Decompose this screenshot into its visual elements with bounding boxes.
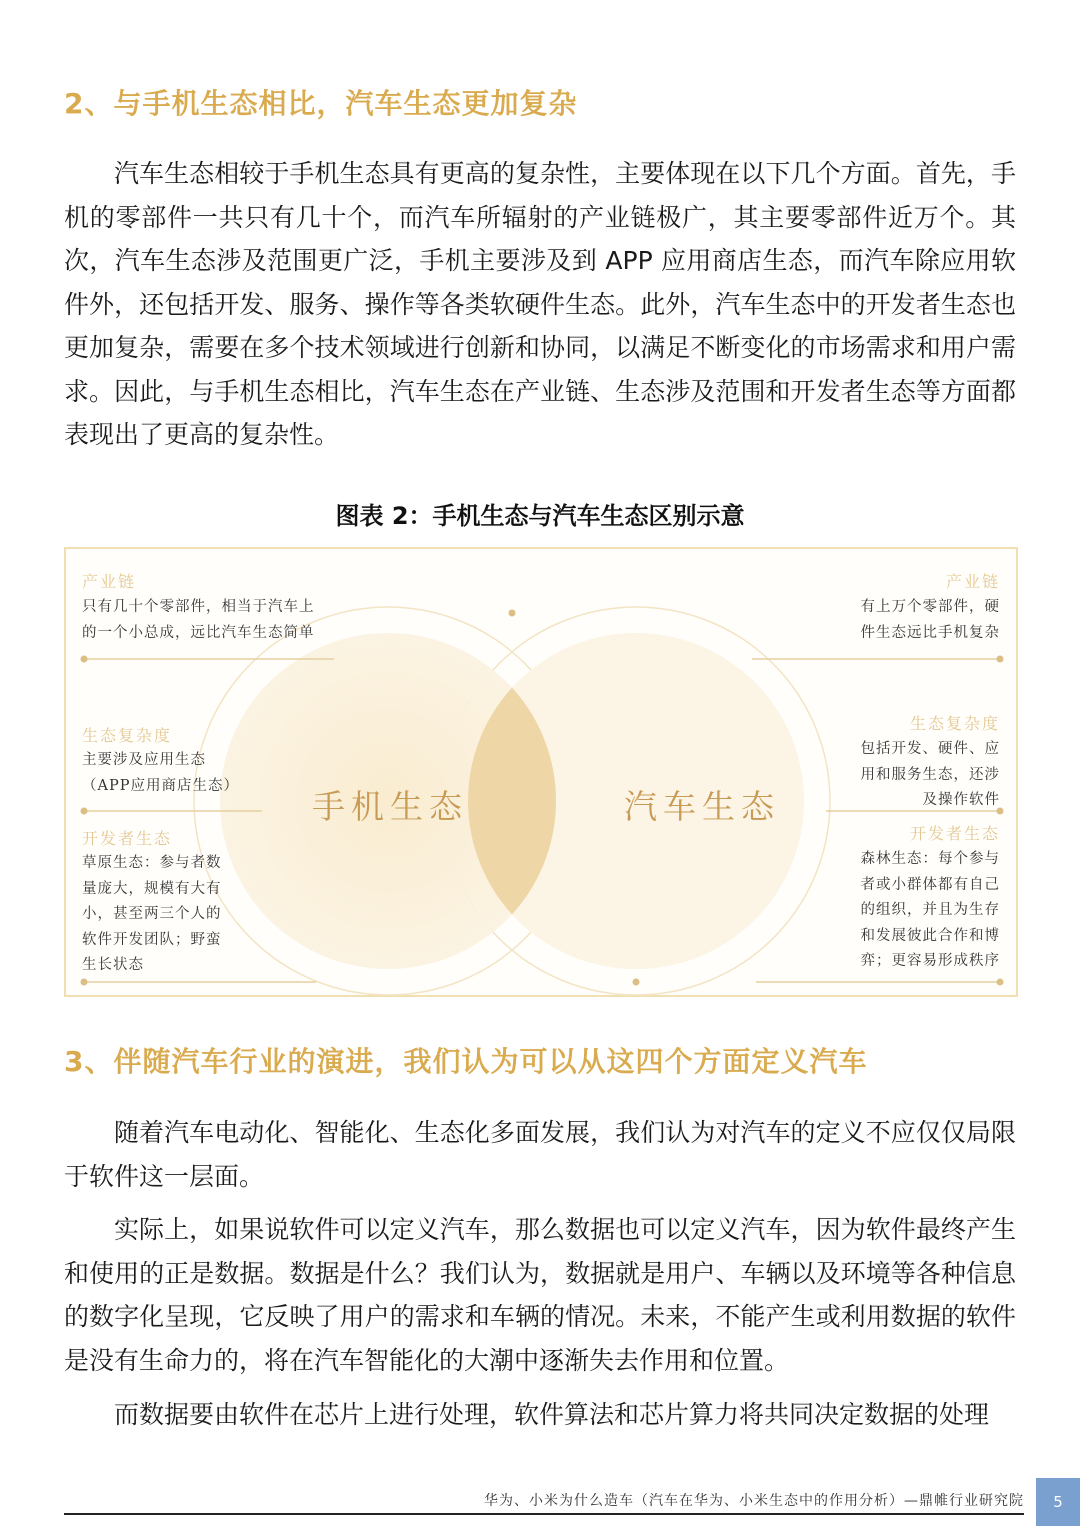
text-line: 量庞大，规模有大有 <box>82 880 222 897</box>
section-3-heading: 3、伴随汽车行业的演进，我们认为可以从这四个方面定义汽车 <box>64 1045 868 1078</box>
left-complexity-text <box>82 748 239 799</box>
top-center-dot <box>509 610 516 617</box>
left-dev-label: 开发者生态 <box>82 829 173 848</box>
left-chain-dot <box>81 656 88 663</box>
right-circle-title: 汽车生态 <box>624 787 780 826</box>
page-number: 5 <box>1036 1478 1080 1526</box>
right-dev-label: 开发者生态 <box>909 824 1000 843</box>
text-line: 草原生态：参与者数 <box>82 855 222 871</box>
right-dev-dot <box>997 979 1004 986</box>
right-complexity-label: 生态复杂度 <box>909 714 1000 733</box>
text-line: 森林生态：每个参与 <box>860 851 1000 867</box>
footer-divider <box>64 1513 1024 1515</box>
venn-figure <box>64 547 1018 997</box>
left-dev-dot <box>81 979 88 986</box>
text-line: 小，甚至两三个人的 <box>82 906 222 922</box>
right-chain-dot <box>997 656 1004 663</box>
left-complexity-dot <box>81 808 88 815</box>
right-chain-label: 产业链 <box>945 572 1000 591</box>
figure-caption: 图表 2：手机生态与汽车生态区别示意 <box>335 502 745 530</box>
footer-title: 华为、小米为什么造车（汽车在华为、小米生态中的作用分析）—鼎帷行业研究院 <box>484 1493 1024 1509</box>
text-line: （APP应用商店生态） <box>82 777 239 794</box>
text-line: 包括开发、硬件、应 <box>860 741 1000 757</box>
text-line: 软件开发团队；野蛮 <box>82 931 222 948</box>
left-dev-text <box>82 851 222 979</box>
section-3-paragraph-3: 而数据要由软件在芯片上进行处理，软件算法和芯片算力将共同决定数据的处理 <box>114 1400 990 1429</box>
section-2-heading: 2、与手机生态相比，汽车生态更加复杂 <box>64 87 578 120</box>
text-line: 的一个小总成，远比汽车生态简单 <box>82 624 315 641</box>
text-line: 弈；更容易形成秩序 <box>860 953 1000 969</box>
text-line: 生长状态 <box>82 957 144 973</box>
text-line: 有上万个零部件，硬 <box>860 599 1000 615</box>
text-line: 主要涉及应用生态 <box>82 752 206 768</box>
section-2-paragraph: 汽车生态相较于手机生态具有更高的复杂性，主要体现在以下几个方面。首先，手机的零部件一共只有几十个，而汽车所辐射的产业链极广，其主要零部件近万个。其次，汽车生态涉及范围更广泛，手机主要涉及到 APP 应用商店生态，而汽车除应用软件外，还包括开发、服务、操作等各类软硬件生态。此外，汽车生态中的开发者生态也更加复杂，需要在多个技术领域进行创新和协同，以满足不断变化的市场需求和用户需求。因此，与手机生态相比，汽车生态在产业链、生态涉及范围和开发者生态等方面都表现出了更高的复杂性。 <box>64 159 1016 449</box>
text-line: 和发展彼此合作和博 <box>860 927 1000 944</box>
left-complexity-label: 生态复杂度 <box>82 726 173 745</box>
right-complexity-text <box>861 737 1001 814</box>
left-chain-label: 产业链 <box>82 572 137 591</box>
left-circle-title: 手机生态 <box>312 787 468 826</box>
text-line: 只有几十个零部件，相当于汽车上 <box>82 599 315 615</box>
right-dev-text <box>861 847 1001 975</box>
section-3-paragraph-1: 随着汽车电动化、智能化、生态化多面发展，我们认为对汽车的定义不应仅仅局限于软件这一层面。 <box>64 1118 1016 1191</box>
text-line: 的组织，并且为生存 <box>860 902 1000 918</box>
text-line: 及操作软件 <box>922 792 1000 808</box>
text-line: 者或小群体都有自己 <box>860 876 1000 893</box>
text-line: 件生态远比手机复杂 <box>860 624 1000 641</box>
right-chain-text <box>861 595 1001 646</box>
left-chain-text <box>82 595 315 646</box>
text-line: 用和服务生态，还涉 <box>860 766 1000 783</box>
section-3-paragraph-2: 实际上，如果说软件可以定义汽车，那么数据也可以定义汽车，因为软件最终产生和使用的正是数据。数据是什么？我们认为，数据就是用户、车辆以及环境等各种信息的数字化呈现，它反映了用户的需求和车辆的情况。未来，不能产生或利用数据的软件是没有生命力的，将在汽车智能化的大潮中逐渐失去作用和位置。 <box>64 1215 1016 1375</box>
bottom-center-dot <box>633 979 640 986</box>
